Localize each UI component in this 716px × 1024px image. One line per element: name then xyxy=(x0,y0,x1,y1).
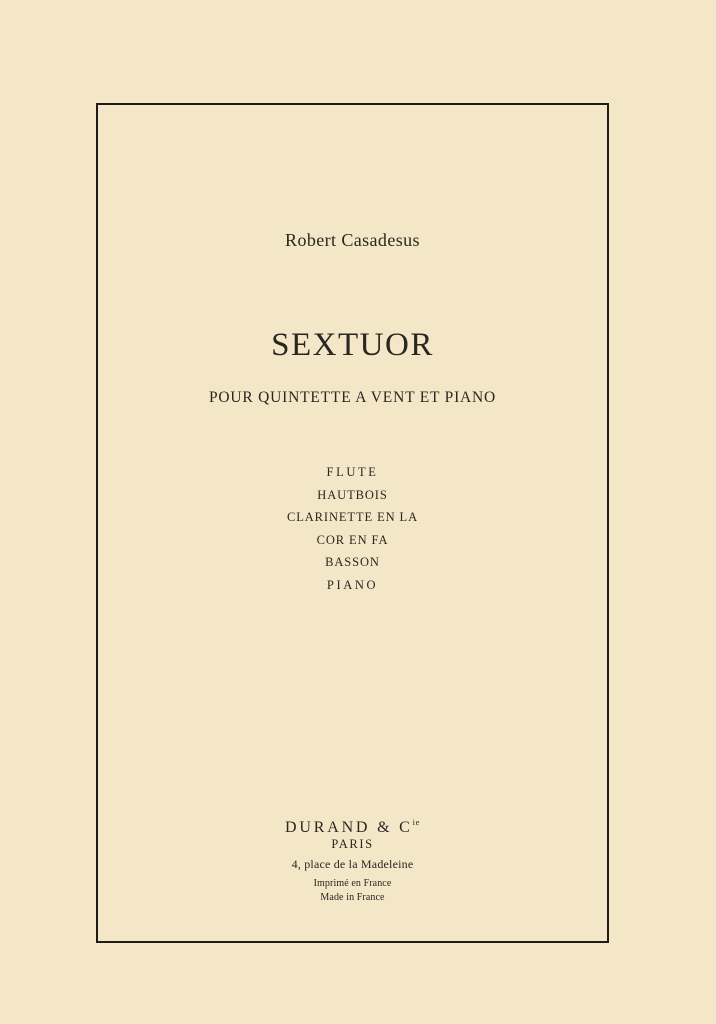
publisher-address: 4, place de la Madeleine xyxy=(291,857,414,871)
instrument-item: PIANO xyxy=(326,577,379,592)
composer-name: Robert Casadesus xyxy=(285,230,420,250)
printed-in-note: Imprimé en France xyxy=(313,878,392,889)
publisher-name-superscript: ie xyxy=(412,817,420,827)
publisher-city: PARIS xyxy=(331,837,374,851)
publisher-name-text: DURAND & C xyxy=(285,819,413,836)
instrument-item: CLARINETTE EN LA xyxy=(286,510,419,525)
instrument-item: BASSON xyxy=(325,555,380,570)
instrument-item: HAUTBOIS xyxy=(317,487,388,502)
publisher-name xyxy=(96,817,609,837)
work-title: SEXTUOR xyxy=(271,327,434,363)
work-subtitle: POUR QUINTETTE A VENT ET PIANO xyxy=(208,389,497,406)
made-in-note: Made in France xyxy=(320,892,385,903)
instrument-item: FLUTE xyxy=(326,465,379,479)
instrument-item: COR EN FA xyxy=(316,532,389,547)
instrument-list xyxy=(96,461,609,597)
